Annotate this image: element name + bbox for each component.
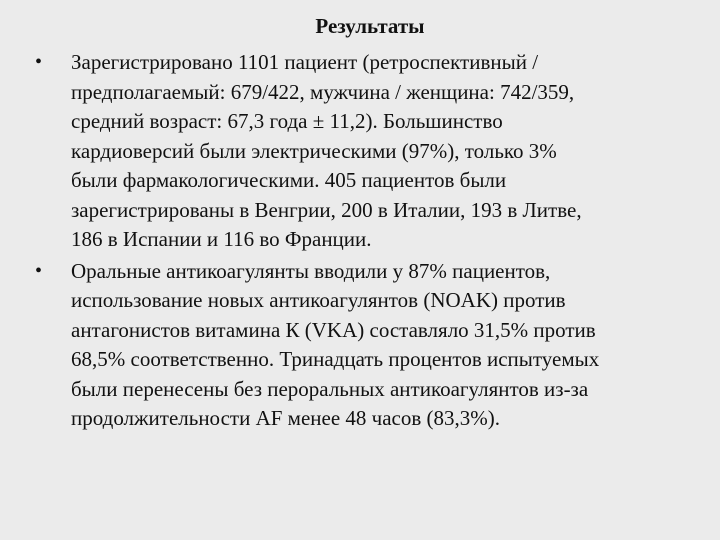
bullet-list <box>0 48 720 436</box>
bullet-line: 68,5% соответственно. Тринадцать процентов испытуемых <box>71 347 600 371</box>
bullet-line: 186 в Испании и 116 во Франции. <box>71 227 372 251</box>
bullet-line: использование новых антикоагулянтов (NOAK) против <box>71 288 566 312</box>
bullet-line: были перенесены без пероральных антикоагулянтов из-за <box>71 376 589 401</box>
bullet-line: зарегистрированы в Венгрии, 200 в Италии, 193 в Литве, <box>71 197 582 222</box>
bullet-marker: • <box>35 259 43 282</box>
bullet-line: предполагаемый: 679/422, мужчина / женщина: 742/359, <box>71 79 575 104</box>
bullet-marker: • <box>35 51 43 73</box>
bullet-line: Оральные антикоагулянты вводили у 87% пациентов, <box>71 258 551 283</box>
bullet-line: кардиоверсий были электрическими (97%), только 3% <box>71 138 557 163</box>
bullet-line: средний возраст: 67,3 года ± 11,2). Большинство <box>71 109 503 133</box>
bullet-item <box>0 48 720 255</box>
slide-title: Результаты <box>315 14 425 38</box>
bullet-line: антагонистов витамина К (VKA) составляло 31,5% против <box>71 317 596 342</box>
bullet-line: Зарегистрировано 1101 пациент (ретроспективный / <box>71 50 539 74</box>
bullet-line: продолжительности AF менее 48 часов (83,3%). <box>71 406 501 430</box>
bullet-item <box>0 257 720 434</box>
bullet-line: были фармакологическими. 405 пациентов были <box>71 168 507 192</box>
